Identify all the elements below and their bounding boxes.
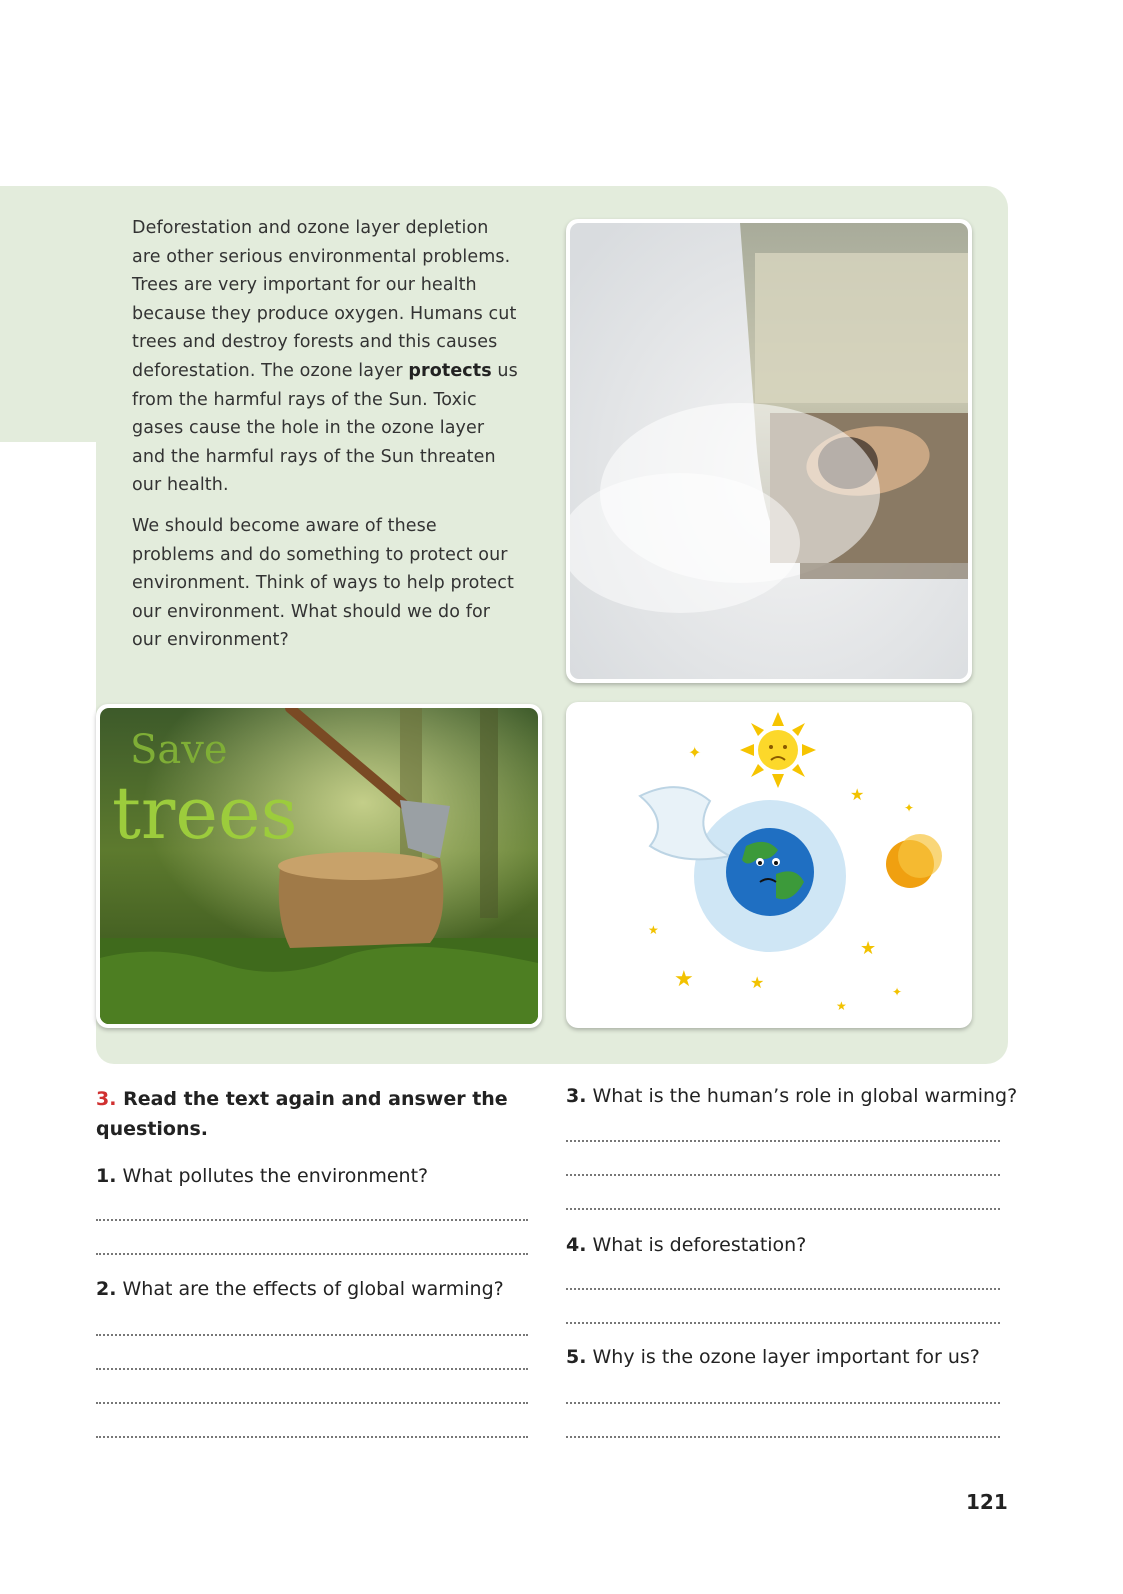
question-1: 1. What pollutes the environment?: [96, 1165, 429, 1187]
trees-word: trees: [112, 771, 298, 855]
answer-line-5b[interactable]: [566, 1436, 1000, 1438]
answer-line-4b[interactable]: [566, 1322, 1000, 1324]
svg-text:✦: ✦: [904, 801, 915, 815]
question-4: 4. What is deforestation?: [566, 1234, 807, 1256]
svg-text:✦: ✦: [892, 985, 903, 999]
answer-line-1b[interactable]: [96, 1253, 528, 1255]
svg-text:★: ★: [648, 923, 659, 937]
svg-text:✦: ✦: [688, 743, 702, 762]
svg-text:★: ★: [860, 938, 877, 959]
exhaust-pipe-photo: [566, 219, 972, 683]
answer-line-2b[interactable]: [96, 1368, 528, 1370]
svg-text:★: ★: [850, 785, 865, 804]
answer-line-4a[interactable]: [566, 1288, 1000, 1290]
question-2: 2. What are the effects of global warming?: [96, 1278, 504, 1300]
svg-text:★: ★: [750, 973, 765, 992]
exercise-instruction: [96, 1084, 516, 1144]
reading-text: [132, 214, 522, 667]
answer-line-2c[interactable]: [96, 1402, 528, 1404]
answer-line-3b[interactable]: [566, 1174, 1000, 1176]
answer-line-5a[interactable]: [566, 1402, 1000, 1404]
question-5: 5. Why is the ozone layer important for us?: [566, 1346, 980, 1368]
ozone-illustration: [566, 702, 972, 1028]
answer-line-2d[interactable]: [96, 1436, 528, 1438]
answer-line-2a[interactable]: [96, 1334, 528, 1336]
save-word: Save: [130, 727, 228, 773]
save-trees-photo: [96, 704, 542, 1028]
answer-line-3c[interactable]: [566, 1208, 1000, 1210]
answer-line-3a[interactable]: [566, 1140, 1000, 1142]
reading-paragraph-1: Deforestation and ozone layer depletion are other serious environmental problems. Trees are very important for our health because they produce oxygen. Humans cut trees and destroy forests and this causes deforestation. The ozone layer protects us from the harmful rays of the Sun. Toxic gases cause the hole in the ozone layer and the harmful rays of the Sun threaten our health.: [132, 218, 518, 496]
answer-line-1a[interactable]: [96, 1219, 528, 1221]
svg-text:★: ★: [674, 967, 694, 992]
page-number: 121: [966, 1490, 1008, 1514]
exercise-instruction-text: Read the text again and answer the questions.: [96, 1088, 508, 1140]
reading-paragraph-2: We should become aware of these problems and do something to protect our environment. Think of ways to help protect our environment. What should we do for our environment?: [132, 515, 514, 651]
svg-text:★: ★: [836, 999, 847, 1013]
keyword-protects: protects: [408, 360, 492, 381]
question-3: 3. What is the human’s role in global warming?: [566, 1085, 1018, 1107]
exercise-number: 3.: [96, 1088, 117, 1110]
